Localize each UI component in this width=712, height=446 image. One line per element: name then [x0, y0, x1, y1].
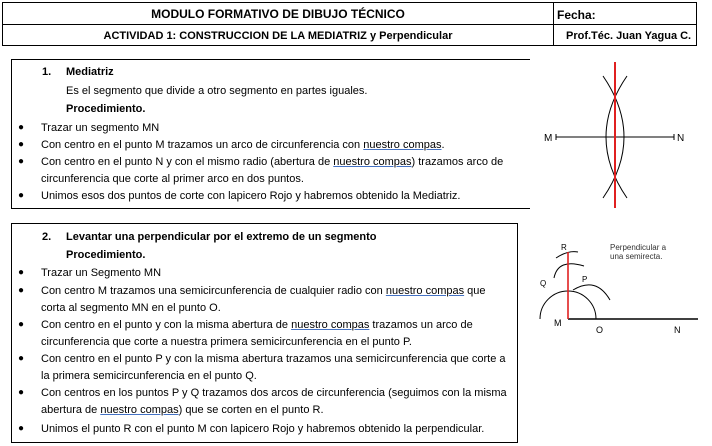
header-table: [2, 2, 697, 46]
bullet-icon: ●: [18, 267, 25, 278]
label-q: Q: [540, 279, 547, 288]
label-o: O: [596, 325, 604, 335]
list-item: Con centro en el punto M trazamos un arco de circunferencia con nuestro compas.: [41, 139, 445, 151]
section1-definition: Es el segmento que divide a otro segmento en partes iguales.: [66, 85, 368, 97]
compas-link: nuestro compas: [333, 156, 412, 168]
list-item: Unimos el punto R con el punto M con lapicero Rojo y habremos obtenido la perpendicular.: [41, 423, 485, 435]
section2-procedure-label: Procedimiento.: [66, 249, 146, 261]
arc-q: [556, 252, 578, 258]
compas-link: nuestro compas: [385, 285, 465, 297]
activity-title: ACTIVIDAD 1: CONSTRUCCION DE LA MEDIATRIZ y Perpendicular: [103, 30, 453, 42]
list-item: Con centro M trazamos una semicircunferencia de cualquier radio con nuestro compas que corta al segmento MN en el punto O.: [41, 285, 486, 314]
label-n: N: [677, 133, 685, 144]
list-item: Con centro en el punto P y con la misma abertura trazamos una semicircunferencia que corte a la primera semicircunferencia en el punto Q.: [41, 353, 506, 382]
compas-link: nuestro compas: [100, 404, 179, 416]
section1-number: 1.: [42, 66, 52, 78]
label-m: M: [544, 133, 553, 144]
label-m: M: [554, 318, 562, 328]
section1-procedure-label: Procedimiento.: [66, 103, 146, 115]
arc-p: [554, 264, 584, 278]
mediatriz-figure: [540, 56, 690, 216]
section2-number: 2.: [42, 231, 52, 243]
bullet-icon: ●: [18, 353, 25, 364]
bullet-icon: ●: [18, 423, 25, 434]
bullet-icon: ●: [18, 156, 25, 167]
compas-link: nuestro compas: [363, 139, 442, 151]
list-item: Con centro en el punto N y con el mismo radio (abertura de nuestro compas) trazamos arco de circunferencia que corte al primer arco en dos puntos.: [41, 156, 504, 185]
section1-title: Mediatriz: [66, 66, 114, 78]
bullet-icon: ●: [18, 285, 25, 296]
arc-o: [573, 285, 610, 300]
bullet-icon: ●: [18, 319, 25, 330]
perpendicular-figure: [528, 238, 708, 338]
label-n: N: [674, 325, 681, 335]
bullet-icon: ●: [18, 190, 25, 201]
list-item: Unimos esos dos puntos de corte con lapicero Rojo y habremos obtenido la Mediatriz.: [41, 190, 461, 202]
list-item: Trazar un Segmento MN: [41, 267, 162, 279]
list-item: Con centros en los puntos P y Q trazamos dos arcos de circunferencia (seguimos con la misma abertura de nuestro compas) que se corten en el punto R.: [41, 387, 507, 416]
label-r: R: [561, 243, 567, 252]
bullet-icon: ●: [18, 122, 25, 133]
list-item: Trazar un segmento MN: [41, 122, 160, 134]
date-label: Fecha:: [557, 7, 596, 22]
list-item: Con centro en el punto y con la misma abertura de nuestro compas trazamos un arco de circunferencia que corte a nuestra primera semicircunferencia en el punto P.: [41, 319, 473, 348]
label-p: P: [582, 275, 588, 284]
caption-line1: Perpendicular a: [610, 243, 667, 252]
bullet-icon: ●: [18, 387, 25, 398]
compas-link: nuestro compas: [291, 319, 370, 331]
teacher-name: Prof.Téc. Juan Yagua C.: [566, 30, 692, 42]
module-title: MODULO FORMATIVO DE DIBUJO TÉCNICO: [151, 6, 405, 21]
bullet-icon: ●: [18, 139, 25, 150]
caption-line2: una semirecta.: [610, 252, 663, 261]
section2-title: Levantar una perpendicular por el extremo de un segmento: [66, 231, 377, 243]
